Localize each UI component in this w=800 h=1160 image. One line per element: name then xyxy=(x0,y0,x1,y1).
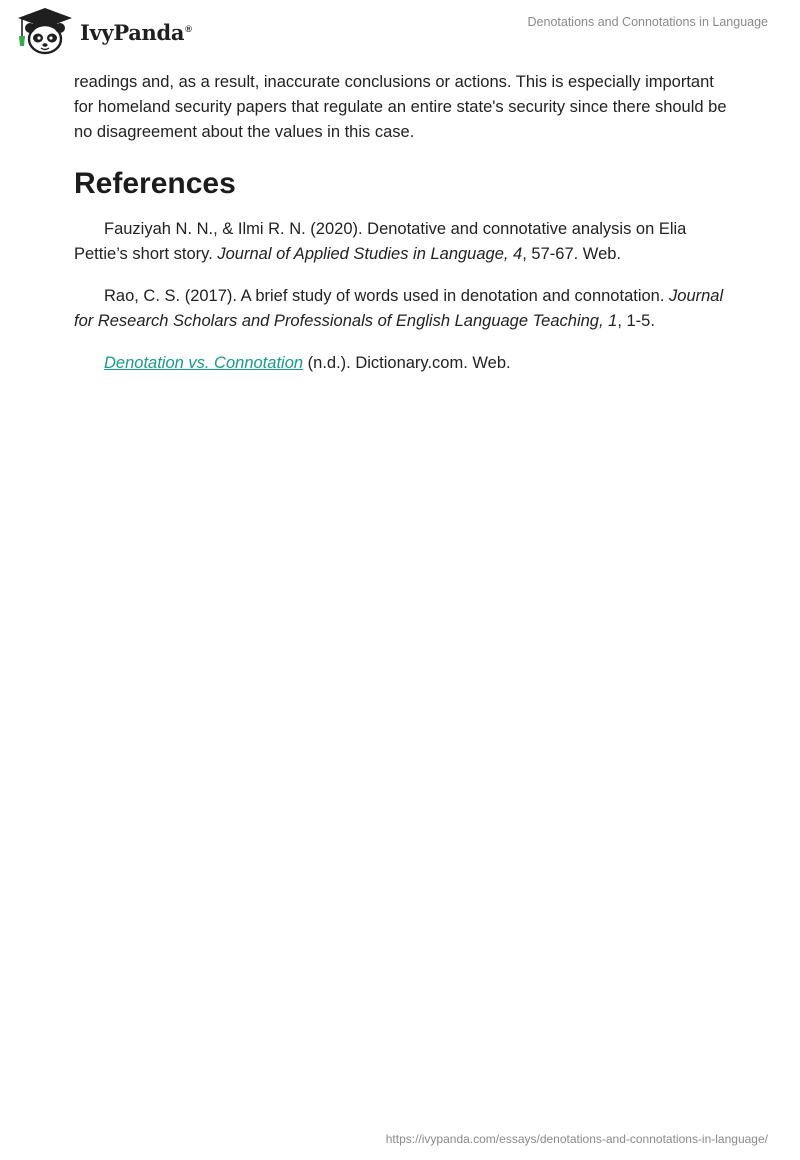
reference-link[interactable]: Denotation vs. Connotation xyxy=(104,354,304,372)
brand-name: IvyPanda® xyxy=(80,19,192,45)
page-header xyxy=(0,0,800,60)
body-paragraph: readings and, as a result, inaccurate conclusions or actions. This is especially important for homeland security papers that regulate an entire state's security since there should be no disagreement about the values in this case. xyxy=(74,73,727,141)
ivypanda-logo[interactable] xyxy=(16,6,192,56)
running-title: Denotations and Connotations in Language xyxy=(527,15,768,29)
references-heading: References xyxy=(74,167,236,200)
reference-item: Rao, C. S. (2017). A brief study of words used in denotation and connotation. Journal for Research Scholars and Professionals of English Language Teaching, 1, 1-5. xyxy=(74,287,724,330)
reference-item: Denotation vs. Connotation (n.d.). Dictionary.com. Web. xyxy=(104,354,511,372)
footer-url: https://ivypanda.com/essays/denotations-and-connotations-in-language/ xyxy=(385,1132,768,1146)
reference-item: Fauziyah N. N., & Ilmi R. N. (2020). Denotative and connotative analysis on Elia Pettie’s short story. Journal of Applied Studies in Language, 4, 57-67. Web. xyxy=(74,220,687,263)
panda-graduate-icon xyxy=(16,6,74,56)
document-body xyxy=(74,70,734,393)
